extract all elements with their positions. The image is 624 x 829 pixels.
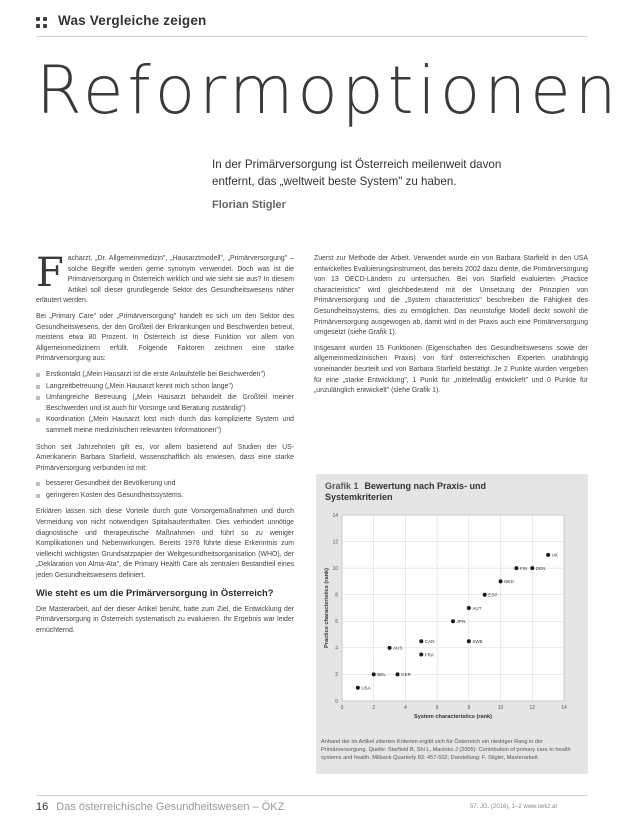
list-item: Erstkontakt („Mein Hausarzt ist die erste Anlaufstelle bei Beschwerden") xyxy=(36,370,294,381)
x-axis-label: System characteristics (rank) xyxy=(413,714,493,720)
data-point xyxy=(499,579,503,583)
data-point-label: NED xyxy=(504,579,514,585)
y-tick-label: 12 xyxy=(332,539,338,546)
data-point xyxy=(356,686,360,690)
data-point xyxy=(396,672,400,676)
data-point-label: FRA xyxy=(424,652,434,658)
data-point-label: UK xyxy=(551,552,559,558)
x-tick-label: 8 xyxy=(467,705,471,711)
y-tick-label: 14 xyxy=(332,512,338,519)
data-point xyxy=(483,593,487,597)
article-author: Florian Stigler xyxy=(212,199,286,211)
bottom-divider xyxy=(36,795,588,796)
x-tick-label: 6 xyxy=(435,705,439,711)
y-tick-label: 8 xyxy=(335,592,338,599)
y-tick-label: 6 xyxy=(335,619,338,626)
data-point-label: AUS xyxy=(393,645,403,651)
x-tick-label: 0 xyxy=(340,705,344,711)
data-point xyxy=(467,606,471,610)
y-tick-label: 10 xyxy=(332,565,338,572)
data-point xyxy=(467,639,471,643)
data-point xyxy=(451,619,455,623)
x-tick-label: 14 xyxy=(561,705,567,711)
chart-title-text: Bewertung nach Praxis- und Systemkriterien xyxy=(325,481,487,502)
data-point xyxy=(530,566,534,570)
x-tick-label: 2 xyxy=(372,705,376,711)
footer-title: Das österreichische Gesundheitswesen – ÖKZ xyxy=(56,801,285,813)
body-paragraph: Schon seit Jahrzehnten gilt es, vor allem basierend auf Studien der US-Amerikanerin Barbara Starfield, wissenschaftlich als erwiesen, dass eine starke Primärversorgung verbunden ist mit: xyxy=(36,443,294,472)
data-point-label: GER xyxy=(401,672,411,678)
x-tick-label: 10 xyxy=(497,705,504,711)
left-column xyxy=(36,250,294,641)
article-title: Reformoptionen xyxy=(36,52,621,129)
data-point-label: JPN xyxy=(456,619,466,625)
data-point xyxy=(546,553,550,557)
chart-caption: Anhand der im Artikel zitierten Kriterien ergibt sich für Österreich ein niedriger Rang in der Primärversorgung. Quelle: Starfield B, Shi L, Macinko J (2005): Contribution of primary care to health systems and health. Milbank Quarterly 83: 457-502; Darstellung: F. Stigler, Masterarbeit. xyxy=(321,739,571,761)
data-point xyxy=(372,672,376,676)
list-item: besserer Gesundheit der Bevölkerung und xyxy=(36,479,294,490)
data-point xyxy=(514,566,518,570)
dropcap: F xyxy=(36,250,64,296)
list-item: geringeren Kosten des Gesundheitssystems. xyxy=(36,491,294,502)
scatter-chart xyxy=(316,505,588,737)
subheading: Wie steht es um die Primärversorgung in Österreich? xyxy=(36,586,274,598)
x-tick-label: 12 xyxy=(529,705,536,711)
data-point-label: BEL xyxy=(377,672,386,678)
footer-left xyxy=(36,801,284,813)
data-point-label: ESP xyxy=(488,592,498,598)
data-point xyxy=(419,639,423,643)
data-point xyxy=(419,653,423,657)
body-paragraph: Die Masterarbeit, auf der dieser Artikel beruht, hatte zum Ziel, die Entwicklung der Primärversorgung in Österreich systematisch zu evaluieren. Ihr Ergebnis war leider ernüchternd. xyxy=(36,605,294,634)
body-paragraph: Insgesamt wurden 15 Funktionen (Eigenschaften des Gesundheitswesens sowie der allgemeinmedizinischen Praxis) von fünf österreichischen Experten unabhängig voneinander beurteilt und von Barbara Starfield bestätigt. Je 2 Punkte wurden vergeben für eine „starke Entwicklung", 1 Punkt für „mittelmäßig entwickelt" und 0 Punkte für „unzulänglich entwickelt" (siehe Grafik 1). xyxy=(314,344,588,395)
intro-paragraph: Facharzt, „Dr. Allgemeinmedizin", „Hausarztmodell", „Primärversorgung" – solche Begriffe werden gerne synonym verwendet. Doch was ist die Primärversorgung in Österreich wirklich und wie sieht sie aus? In diesem Artikel soll dieser grundlegende Sektor des Gesundheitswesens näher erläutert werden. xyxy=(36,250,294,305)
body-paragraph: Erklären lassen sich diese Vorteile durch gute Vorsorgemaßnahmen und durch Vermeidung von nicht notwendigen Spitalsaufenthalten. Dies verhindert unnötige diagnostische und therapeutische Maßnahmen und führt so zu weniger Komplikationen und Nebenwirkungen. Bereits 1978 führte diese Erkenntnis zum vielleicht wichtigsten Grundsatzpapier der Weltgesundheitsorganisation (WHO), der „Deklaration von Alma-Ata", die Primary Health Care als zentralen Bestandteil eines jeden Gesundheitswesens definiert. xyxy=(36,508,294,580)
benefits-list xyxy=(36,479,294,501)
data-point-label: USA xyxy=(361,685,371,691)
list-item: Koordination („Mein Hausarzt lotst mich durch das komplizierte System und sammelt meine medizinischen relevanten Informationen") xyxy=(36,415,294,436)
page-number: 16 xyxy=(36,801,49,813)
data-point-label: DEN xyxy=(535,565,546,571)
data-point-label: AUT xyxy=(472,605,482,611)
data-point xyxy=(388,646,392,650)
chart-title xyxy=(325,481,495,503)
data-point-label: FIN xyxy=(519,565,528,571)
top-divider xyxy=(36,36,588,37)
section-dots-icon xyxy=(36,17,48,29)
data-point-label: CAN xyxy=(424,639,435,645)
y-tick-label: 4 xyxy=(335,645,338,652)
criteria-list xyxy=(36,370,294,437)
right-column xyxy=(314,254,588,402)
section-label: Was Vergleiche zeigen xyxy=(58,13,207,28)
list-item: Langzeitbetreuung („Mein Hausarzt kennt mich schon lange") xyxy=(36,382,294,393)
x-tick-label: 4 xyxy=(404,705,407,711)
article-lead: In der Primärversorgung ist Österreich meilenweit davon entfernt, das „weltweit beste System" zu haben. xyxy=(212,158,502,188)
body-paragraph: Zuerst zur Methode der Arbeit. Verwendet wurde ein von Barbara Starfield in den USA entwickeltes Evaluierungsinstrument, das bereits 2002 dazu diente, die Primärversorgung von 13 OECD-Ländern zu untersuchen. Bei von Starfield evaluierten „Practice characteristics" wird gleichbedeutend mit der Umsetzung der Prinzipien von Primärversorgung und die „System characteristics" beschreiben die Fähigkeit des Gesundheitssystems, dies zu ermöglichen. Das neunstufige Modell deckt sowohl die Primärversorgung ausgewogen ab, damit wird in der Praxis auch eine Primärversorgung umgesetzt (siehe Grafik 1). xyxy=(314,255,588,337)
y-tick-label: 0 xyxy=(335,698,338,705)
y-axis-label: Practice characteristics (rank) xyxy=(324,568,330,648)
y-tick-label: 2 xyxy=(335,672,338,679)
data-point-label: SWE xyxy=(472,639,483,645)
list-item: Umfangreiche Betreuung („Mein Hausarzt behandelt die Großteil meiner Beschwerden und ist auch für Vorsorge und Beratung zuständig") xyxy=(36,393,294,414)
chart-tag: Grafik 1 xyxy=(325,481,359,491)
footer-right: 57. JG. (2016), 1–2 www.oekz.at xyxy=(470,804,558,810)
body-paragraph: Bei „Primary Care" oder „Primärversorgung" handelt es sich um den Sektor des Gesundheitswesens, der den Großteil der Erkrankungen und Beschwerden betreut, meistens etwa 80 Prozent. In Österreich ist diese Funktion vor allem von Allgemeinmedizinern erfüllt. Folgende Faktoren zeichnen eine starke Primärversorgung aus: xyxy=(36,312,294,363)
plot-area xyxy=(342,515,564,701)
